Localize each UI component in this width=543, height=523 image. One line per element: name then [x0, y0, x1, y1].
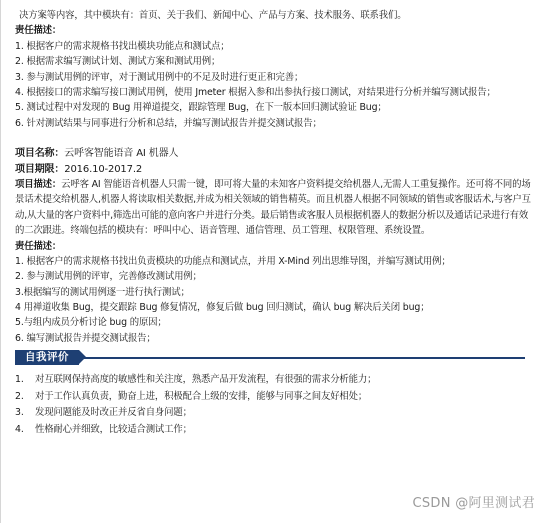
- blank-line: [15, 131, 535, 146]
- self-eval-item-number: 3.: [15, 407, 24, 419]
- self-eval-item-number: 2.: [15, 390, 24, 402]
- project2-name-row: [15, 146, 535, 161]
- self-eval-item: [15, 389, 535, 406]
- self-eval-item: [15, 372, 535, 389]
- project2-desc-text: 云呼客 AI 智能语音机器人只需一键，即可将大量的未知客户资料提交给机器人,无需人工重复操作。还可将不同的场景话术提交给机器人,机器人将读取相关数据,并成为相关领域的销售精英。而且机器人根据不同领域的销售或客服话术,与客户互动,从大量的客户资料中,筛选出可能的意向客户并进行分类。最后销售或客服人员根据机器人的数据分析以及通话记录进行有效的二次跟进。终端包括的模块有：呼叫中心、语音管理、通信管理、员工管理、权限管理、系统设置。: [15, 178, 531, 237]
- project2-period-row: [15, 162, 535, 177]
- project1-duty-heading: 责任描述：: [15, 25, 62, 37]
- intro-line: 决方案等内容，其中模块有：首页、关于我们、新闻中心、产品与方案、技术服务、联系我们。: [19, 10, 407, 21]
- project2-duty-1: 1. 根据客户的需求规格书找出负责模块的功能点和测试点，并用 X-Mind 列出思维导图，并编写测试用例；: [15, 255, 451, 267]
- project2-description: [15, 177, 535, 239]
- project1-duty-4: 4. 根据接口的需求编写接口测试用例，使用 Jmeter 根据入参和出参执行接口测试，对结果进行分析并编写测试报告；: [15, 86, 496, 98]
- self-eval-item: [15, 422, 535, 439]
- project2-duty-2: 2. 参与测试用例的评审，完善修改测试用例；: [15, 271, 202, 283]
- self-eval-item-text: 对于工作认真负责，勤奋上进，积极配合上级的安排，能够与同事之间友好相处；: [35, 390, 368, 402]
- project2-duty-6: 6. 编写测试报告并提交测试报告；: [15, 332, 156, 344]
- self-eval-item-number: 1.: [15, 374, 24, 386]
- project2-period-value: 2016.10-2017.2: [64, 163, 143, 175]
- project2-duty-5: 5.与组内成员分析讨论 bug 的原因；: [15, 317, 167, 329]
- self-eval-item-text: 对互联网保持高度的敏感性和关注度，熟悉产品开发流程，有很强的需求分析能力；: [35, 374, 377, 386]
- project1-duty-1: 1. 根据客户的需求规格书找出模块功能点和测试点；: [15, 40, 230, 52]
- self-eval-title: 自我评价: [15, 350, 79, 365]
- project1-duty-6: 6. 针对测试结果与同事进行分析和总结，并编写测试报告并提交测试报告；: [15, 117, 322, 129]
- self-eval-item-text: 发现问题能及时改正并反省自身问题；: [35, 407, 192, 419]
- project2-desc-label: 项目描述：: [15, 178, 62, 190]
- project2-duty-3: 3.根据编写的测试用例逐一进行执行测试；: [15, 286, 190, 298]
- project2-period-label: 项目期限：: [15, 163, 65, 175]
- document-content: [15, 8, 535, 439]
- self-eval-section-header: [15, 348, 535, 366]
- section-divider: [15, 357, 525, 359]
- project2-duty-4: 4 用禅道收集 Bug，提交跟踪 Bug 修复情况，修复后做 bug 回归测试，确认 bug 解决后关闭 bug；: [15, 302, 430, 314]
- project2-name-label: 项目名称：: [15, 148, 65, 160]
- csdn-watermark: CSDN @阿里测试君: [412, 496, 535, 511]
- project1-duty-2: 2. 根据需求编写测试计划、测试方案和测试用例；: [15, 56, 221, 68]
- project2-duty-heading: 责任描述：: [15, 240, 62, 252]
- project1-duty-3: 3. 参与测试用例的评审，对于测试用例中的不足及时进行更正和完善；: [15, 71, 304, 83]
- self-eval-item: [15, 405, 535, 422]
- self-eval-item-text: 性格耐心并细致，比较适合测试工作；: [35, 424, 192, 436]
- project1-duty-5: 5. 测试过程中对发现的 Bug 用禅道提交，跟踪管理 Bug，在下一版本回归测试验证 Bug；: [15, 102, 387, 114]
- project2-name-value: 云呼客智能语音 AI 机器人: [64, 148, 179, 160]
- self-eval-list: [15, 372, 535, 438]
- self-eval-item-number: 4.: [15, 424, 24, 436]
